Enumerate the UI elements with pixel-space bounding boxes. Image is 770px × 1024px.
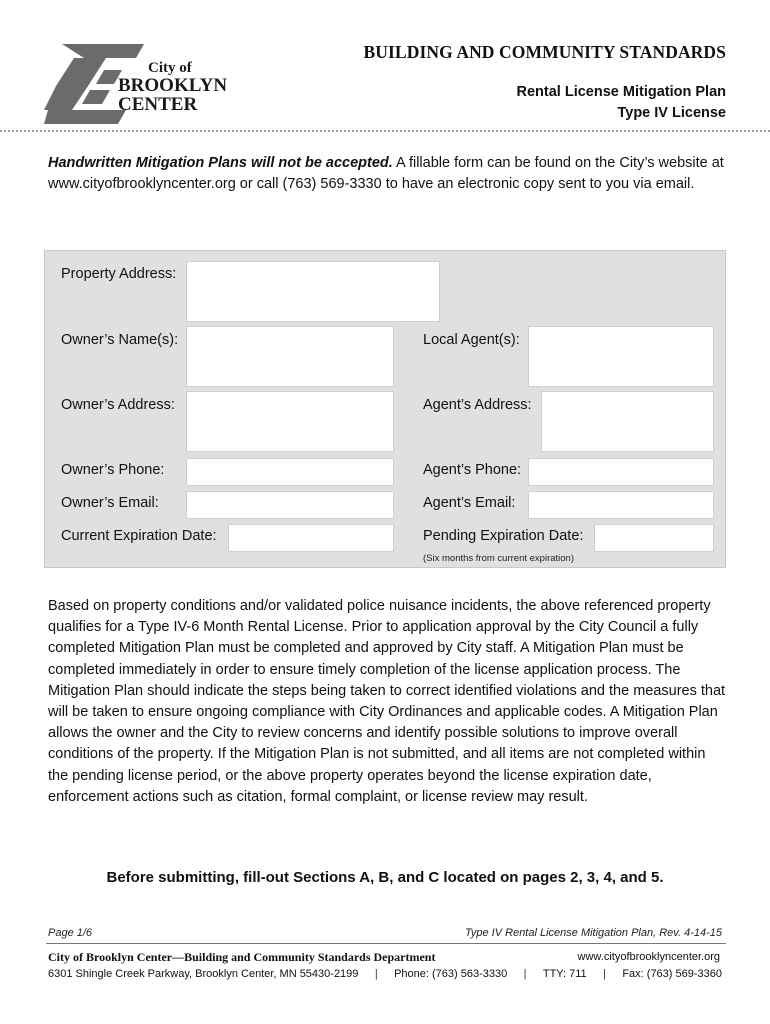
owners-address-label: Owner’s Address:: [61, 397, 175, 413]
form-title: Rental License Mitigation Plan: [516, 84, 726, 100]
agents-address-field[interactable]: [541, 391, 714, 452]
current-expiration-label: Current Expiration Date:: [61, 528, 217, 544]
form-subtitle: Type IV License: [617, 105, 726, 121]
footer-separator: |: [523, 968, 527, 980]
intro-text: A fillable form can be found on the City’s website at www.cityofbrooklyncenter.org or call (763) 569-3330 to have an electronic copy sent to you via email.: [48, 155, 724, 192]
logo-brooklyn: BROOKLYN: [118, 75, 228, 96]
footer-fax: Fax: (763) 569-3360: [622, 968, 722, 980]
footer-contact-line: [48, 968, 722, 980]
local-agent-field[interactable]: [528, 326, 714, 387]
owners-email-field[interactable]: [186, 491, 394, 519]
pending-expiration-label: Pending Expiration Date:: [423, 528, 584, 544]
body-paragraph: Based on property conditions and/or validated police nuisance incidents, the above referenced property qualifies for a Type IV-6 Month Rental License. Prior to application approval by the City Council a fully completed Mitigation Plan must be completed and approved by City staff. A Mitigation Plan must be completed immediately in order to ensure timely completion of the license application process. The Mitigation Plan should indicate the steps being taken to correct identified violations and the measures that will be taken to ensure ongoing compliance with City Ordinances and applicable codes. A Mitigation Plan allows the owner and the City to review concerns and identify possible solutions to improve overall conditions of the property. If the Mitigation Plan is not submitted, and all items are not completed within the pending license period, or the above property operates beyond the license expiration date, enforcement actions such as citation, formal complaint, or license review may result.: [48, 598, 726, 805]
submission-callout: Before submitting, fill-out Sections A, B, and C located on pages 2, 3, 4, and 5.: [106, 869, 664, 886]
logo-center: CENTER: [118, 94, 198, 115]
footer-address: 6301 Shingle Creek Parkway, Brooklyn Center, MN 55430-2199: [48, 968, 359, 980]
agents-phone-field[interactable]: [528, 458, 714, 486]
agents-phone-label: Agent’s Phone:: [423, 462, 522, 478]
agents-email-field[interactable]: [528, 491, 714, 519]
current-expiration-field[interactable]: [228, 524, 394, 552]
property-address-label: Property Address:: [61, 266, 177, 282]
property-address-field[interactable]: [186, 261, 440, 322]
intro-emphasis: Handwritten Mitigation Plans will not be accepted.: [48, 155, 393, 171]
logo-city-of: City of: [148, 60, 192, 76]
owners-phone-label: Owner’s Phone:: [61, 462, 165, 478]
page-number: Page 1/6: [48, 927, 93, 939]
owners-name-field[interactable]: [186, 326, 394, 387]
local-agent-label: Local Agent(s):: [423, 332, 520, 348]
owners-name-label: Owner’s Name(s):: [61, 332, 179, 348]
header-divider: [0, 130, 770, 132]
footer-tty: TTY: 711: [542, 968, 587, 980]
agents-email-label: Agent’s Email:: [423, 495, 516, 511]
revision-note: Type IV Rental License Mitigation Plan, Rev. 4-14-15: [464, 927, 722, 939]
footer-website[interactable]: www.cityofbrooklyncenter.org: [577, 951, 720, 963]
pending-expiration-field[interactable]: [594, 524, 714, 552]
pending-expiration-note: (Six months from current expiration): [423, 553, 574, 564]
owners-phone-field[interactable]: [186, 458, 394, 486]
footer-divider: [46, 943, 726, 944]
footer-separator: |: [603, 968, 606, 980]
footer-phone: Phone: (763) 563-3330: [394, 968, 508, 980]
owners-address-field[interactable]: [186, 391, 394, 452]
department-title: BUILDING AND COMMUNITY STANDARDS: [363, 42, 726, 62]
city-logo: [44, 44, 244, 126]
footer-separator: |: [374, 968, 378, 980]
owners-email-label: Owner’s Email:: [61, 495, 159, 511]
intro-paragraph: [48, 153, 728, 195]
agents-address-label: Agent’s Address:: [423, 397, 532, 413]
footer-organization: City of Brooklyn Center—Building and Community Standards Department: [48, 950, 436, 964]
